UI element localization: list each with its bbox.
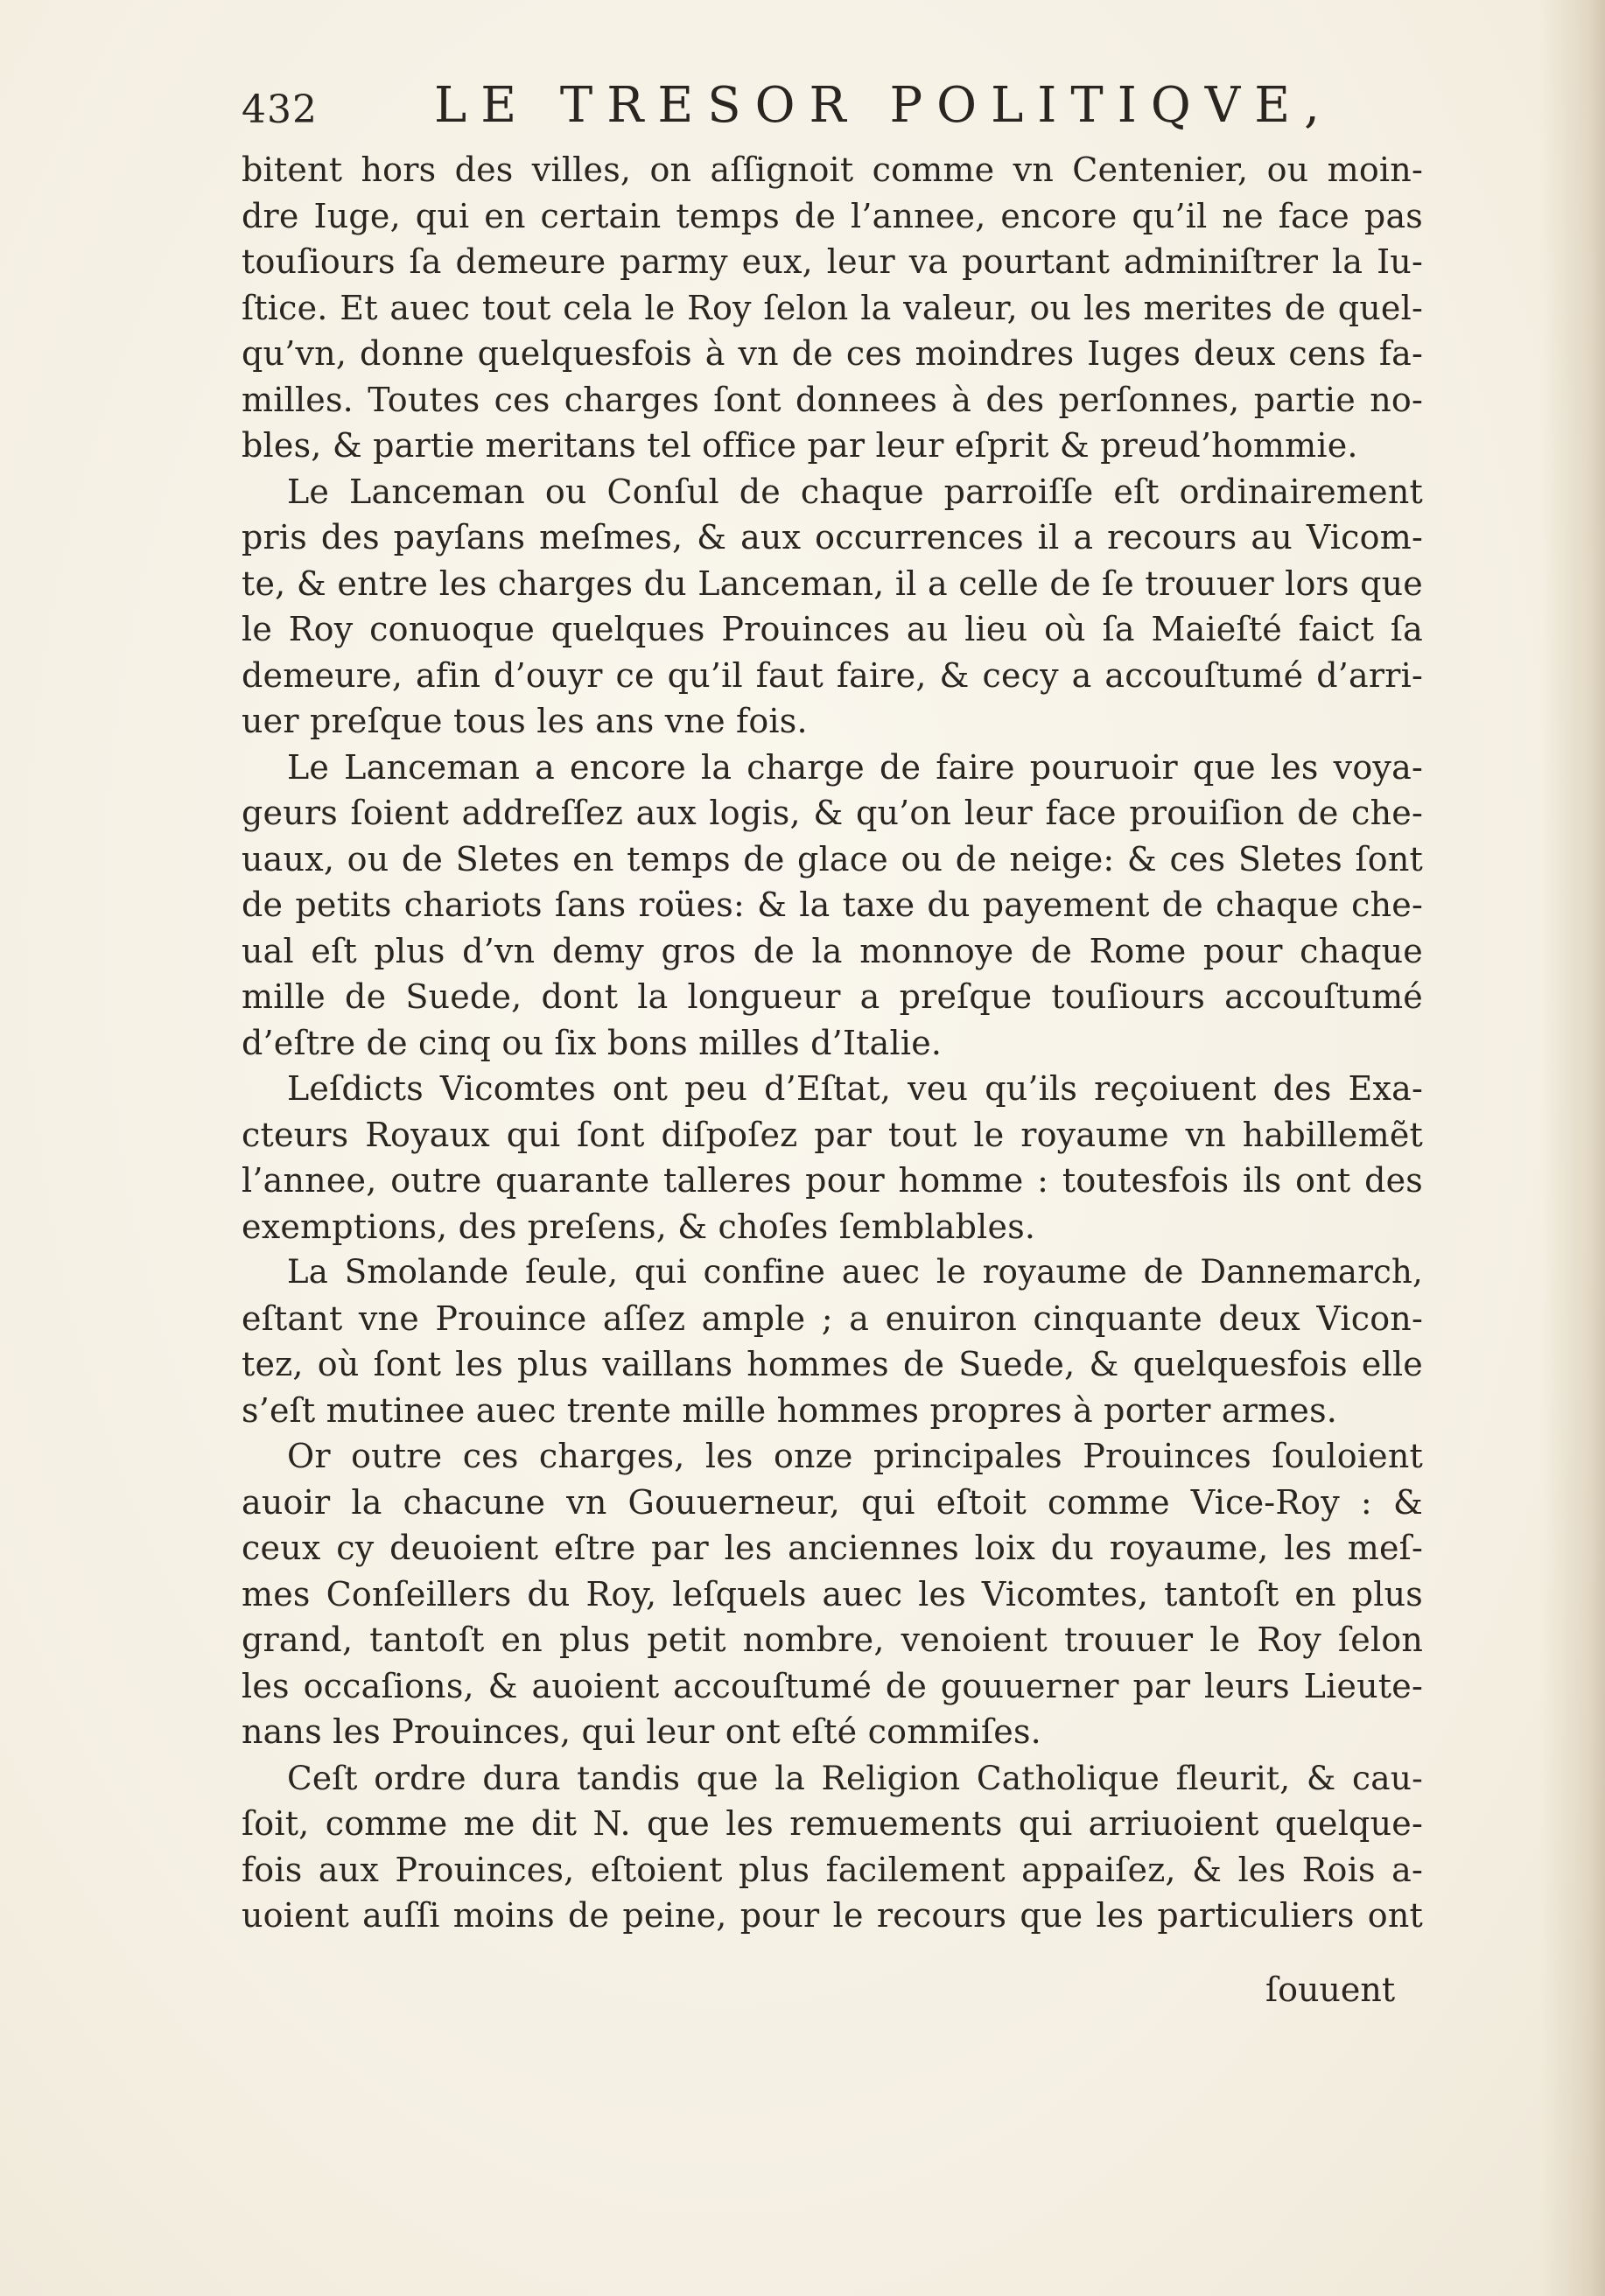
text-line: uaux, ou de Sletes en temps de glace ou de neige: & ces Sletes ſont [242, 839, 1423, 878]
text-line: ſoit, comme me dit N. que les remuements qui arriuoient quelque- [242, 1804, 1423, 1843]
text-line: pris des payſans meſmes, & aux occurrences il a recours au Vicom- [242, 518, 1423, 556]
text-line: fois aux Prouinces, eſtoient plus facilement appaiſez, & les Rois a- [242, 1850, 1423, 1889]
text-line: de petits chariots ſans roües: & la taxe du payement de chaque che- [242, 886, 1423, 924]
text-line: dre Iuge, qui en certain temps de l’annee, encore qu’il ne face pas [242, 196, 1423, 235]
text-line: ſtice. Et auec tout cela le Roy ſelon la valeur, ou les merites de quel- [242, 288, 1423, 327]
running-head: LE TRESOR POLITIQVE, [434, 77, 1334, 134]
text-line: cteurs Royaux qui ſont diſpoſez par tout le royaume vn habillemẽt [242, 1115, 1423, 1154]
text-line: nans les Prouinces, qui leur ont eſté commiſes. [242, 1712, 1041, 1751]
text-line: demeure, afin d’ouyr ce qu’il faut faire, & cecy a accouſtumé d’arri- [242, 655, 1423, 695]
text-line: touſiours ſa demeure parmy eux, leur va pourtant adminiſtrer la Iu- [242, 242, 1423, 281]
text-line: La Smolande ſeule, qui confine auec le royaume de Dannemarch, [287, 1253, 1423, 1291]
page-number: 432 [242, 88, 318, 132]
text-line: Ceſt ordre dura tandis que la Religion Catholique fleurit, & cau- [287, 1758, 1423, 1797]
text-line: exemptions, des preſens, & choſes ſemblables. [242, 1207, 1036, 1246]
text-line: l’annee, outre quarante talleres pour homme : toutesfois ils ont des [242, 1161, 1423, 1200]
text-line: te, & entre les charges du Lanceman, il a celle de ſe trouuer lors que [242, 564, 1423, 603]
text-line: ceux cy deuoient eſtre par les anciennes loix du royaume, les meſ- [242, 1529, 1423, 1567]
text-line: grand, tantoſt en plus petit nombre, venoient trouuer le Roy ſelon [242, 1620, 1423, 1659]
catchword: ſouuent [1265, 1970, 1396, 2009]
text-line: Leſdicts Vicomtes ont peu d’Eſtat, veu qu’ils reçoiuent des Exa- [287, 1069, 1423, 1108]
text-line: bitent hors des villes, on aſſignoit comme vn Centenier, ou moin- [242, 150, 1423, 189]
text-line: mes Conſeillers du Roy, leſquels auec les Vicomtes, tantoſt en plus [242, 1574, 1423, 1614]
text-line: eſtant vne Prouince aſſez ample ; a enuiron cinquante deux Vicon- [242, 1298, 1423, 1338]
page-header [242, 77, 1397, 138]
text-line: tez, où ſont les plus vaillans hommes de Suede, & quelquesfois elle [242, 1345, 1423, 1383]
text-line: Or outre ces charges, les onze principales Prouinces ſouloient [287, 1437, 1423, 1475]
text-line: d’eſtre de cinq ou ſix bons milles d’Italie. [242, 1023, 943, 1062]
text-line: le Roy conuoque quelques Prouinces au lieu où ſa Maieſté faict ſa [242, 610, 1423, 648]
text-line: uer preſque tous les ans vne fois. [242, 702, 808, 740]
text-line: uoient auſſi moins de peine, pour le recours que les particuliers ont [242, 1896, 1423, 1935]
text-line: s’eſt mutinee auec trente mille hommes propres à porter armes. [242, 1390, 1338, 1430]
text-line: geurs ſoient addreſſez aux logis, & qu’on leur face prouiſion de che- [242, 794, 1423, 832]
text-line: Le Lanceman a encore la charge de faire pouruoir que les voya- [287, 747, 1423, 787]
text-line: qu’vn, donne quelquesfois à vn de ces moindres Iuges deux cens fa- [242, 334, 1423, 373]
body-text [242, 147, 1423, 1939]
text-line: milles. Toutes ces charges ſont donnees à des perſonnes, partie no- [242, 380, 1423, 419]
text-line: ual eſt plus d’vn demy gros de la monnoye de Rome pour chaque [242, 931, 1423, 970]
text-line: bles, & partie meritans tel office par leur eſprit & preud’hommie. [242, 426, 1358, 465]
text-line: Le Lanceman ou Conſul de chaque parroiſſe eſt ordinairement [287, 472, 1423, 511]
text-line: mille de Suede, dont la longueur a preſque touſiours accouſtumé [242, 977, 1423, 1016]
text-line: auoir la chacune vn Gouuerneur, qui eſtoit comme Vice-Roy : & [242, 1482, 1423, 1522]
text-line: les occaſions, & auoient accouſtumé de gouuerner par leurs Lieute- [242, 1666, 1423, 1705]
